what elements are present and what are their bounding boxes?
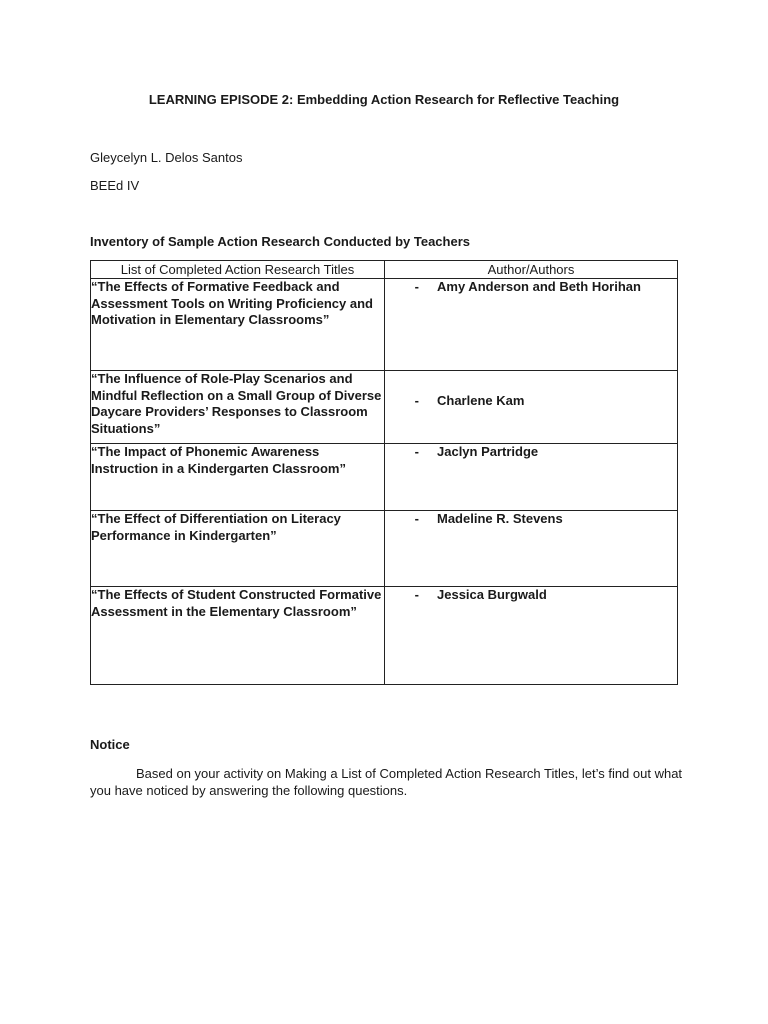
bullet-dash: - [414, 511, 419, 526]
inventory-table [90, 260, 678, 685]
bullet-dash: - [414, 444, 419, 459]
research-title: “The Effect of Differentiation on Literacy Performance in Kindergarten” [91, 511, 385, 587]
author-names: Charlene Kam [437, 393, 525, 408]
course-label: BEEd IV [90, 178, 140, 193]
research-title: “The Impact of Phonemic Awareness Instruction in a Kindergarten Classroom” [91, 444, 385, 511]
author-cell [385, 371, 678, 444]
table-header-row [91, 261, 678, 279]
notice-body: Based on your activity on Making a List of Completed Action Research Titles, let’s find out what you have noticed by answering the following questions. [90, 766, 683, 798]
author-names: Madeline R. Stevens [437, 511, 563, 526]
column-header-authors: Author/Authors [385, 261, 678, 279]
table-row [91, 279, 678, 371]
student-name: Gleycelyn L. Delos Santos [90, 150, 243, 165]
author-cell [385, 587, 678, 685]
table-row [91, 371, 678, 444]
notice-heading: Notice [90, 737, 130, 752]
research-title: “The Effects of Formative Feedback and Assessment Tools on Writing Proficiency and Motivation in Elementary Classrooms” [91, 279, 385, 371]
page-title: LEARNING EPISODE 2: Embedding Action Research for Reflective Teaching [148, 92, 620, 107]
author-cell [385, 444, 678, 511]
table-row [91, 444, 678, 511]
bullet-dash: - [414, 279, 419, 294]
research-title: “The Effects of Student Constructed Formative Assessment in the Elementary Classroom” [91, 587, 385, 685]
table-row [91, 587, 678, 685]
author-names: Amy Anderson and Beth Horihan [437, 279, 641, 294]
author-names: Jaclyn Partridge [437, 444, 539, 459]
research-title: “The Influence of Role-Play Scenarios and Mindful Reflection on a Small Group of Diverse Daycare Providers’ Responses to Classroom Situations” [91, 371, 385, 444]
column-header-titles: List of Completed Action Research Titles [91, 261, 385, 279]
table-row [91, 511, 678, 587]
author-cell [385, 511, 678, 587]
author-cell [385, 279, 678, 371]
inventory-heading: Inventory of Sample Action Research Conducted by Teachers [90, 234, 470, 249]
bullet-dash: - [414, 587, 419, 602]
bullet-dash: - [414, 393, 419, 408]
author-names: Jessica Burgwald [437, 587, 547, 602]
